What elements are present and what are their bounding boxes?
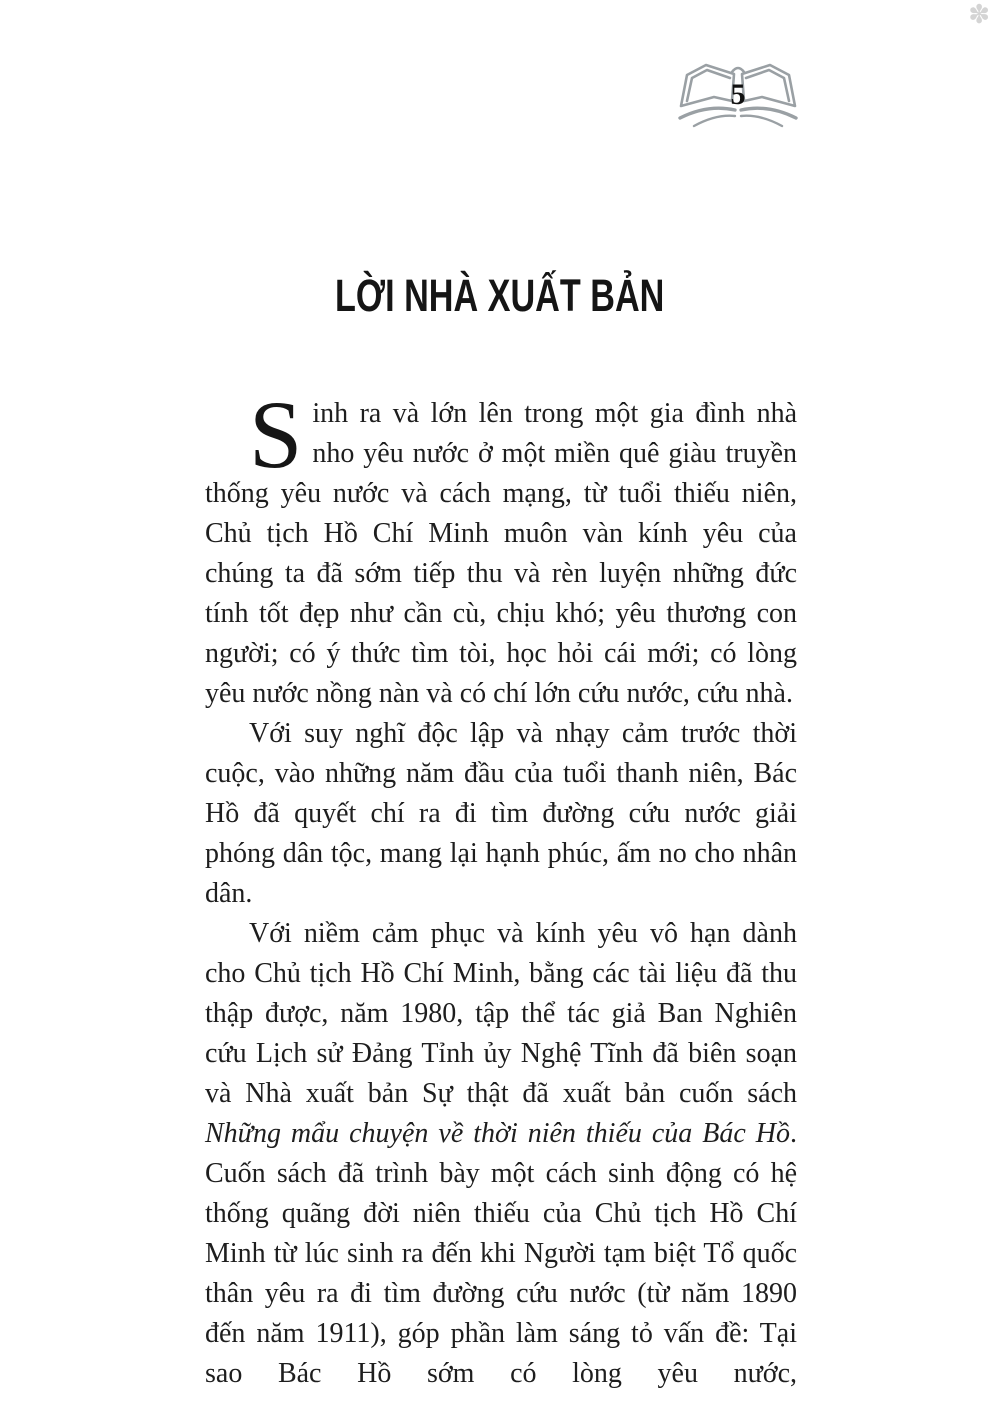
page-number: 5	[730, 78, 746, 111]
chapter-title: LỜI NHÀ XUẤT BẢN	[335, 270, 665, 321]
paragraph-3-text-end: . Cuốn sách đã trình bày một cách sinh động có hệ thống quãng đời niên thiếu của Chủ tịch Hồ Chí Minh từ lúc sinh ra đến khi Người tạm biệt Tổ quốc thân yêu ra đi tìm đường cứu nước (từ năm 1890 đến năm 1911), góp phần làm sáng tỏ vấn đề: Tại sao Bác Hồ sớm có lòng yêu nước,	[205, 1118, 797, 1389]
chapter-title-wrap	[0, 268, 1000, 324]
page-number-ornament	[678, 58, 798, 132]
paragraph-1-text: inh ra và lớn lên trong một gia đình nhà nho yêu nước ở một miền quê giàu truyền thống yêu nước và cách mạng, từ tuổi thiếu niên, Chủ tịch Hồ Chí Minh muôn vàn kính yêu của chúng ta đã sớm tiếp thu và rèn luyện những đức tính tốt đẹp như cần cù, chịu khó; yêu thương con người; có ý thức tìm tòi, học hỏi cái mới; có lòng yêu nước nồng nàn và có chí lớn cứu nước, cứu nhà.	[205, 398, 797, 709]
dropcap-letter: S	[249, 381, 303, 488]
paragraph-3	[205, 914, 797, 1394]
paragraph-3-text-start: Với niềm cảm phục và kính yêu vô hạn dành cho Chủ tịch Hồ Chí Minh, bằng các tài liệu đã thu thập được, năm 1980, tập thể tác giả Ban Nghiên cứu Lịch sử Đảng Tỉnh ủy Nghệ Tĩnh đã biên soạn và Nhà xuất bản Sự thật đã xuất bản cuốn sách	[205, 918, 797, 1109]
cited-book-title: Những mẩu chuyện về thời niên thiếu của Bác Hồ	[205, 1118, 790, 1149]
paragraph-1	[205, 381, 797, 714]
body-text	[205, 381, 797, 1394]
paragraph-2-text: Với suy nghĩ độc lập và nhạy cảm trước thời cuộc, vào những năm đầu của tuổi thanh niên, Bác Hồ đã quyết chí ra đi tìm đường cứu nước giải phóng dân tộc, mang lại hạnh phúc, ấm no cho nhân dân.	[205, 718, 797, 909]
flower-corner-mark-icon: ✽	[968, 0, 990, 30]
paragraph-2	[205, 714, 797, 914]
